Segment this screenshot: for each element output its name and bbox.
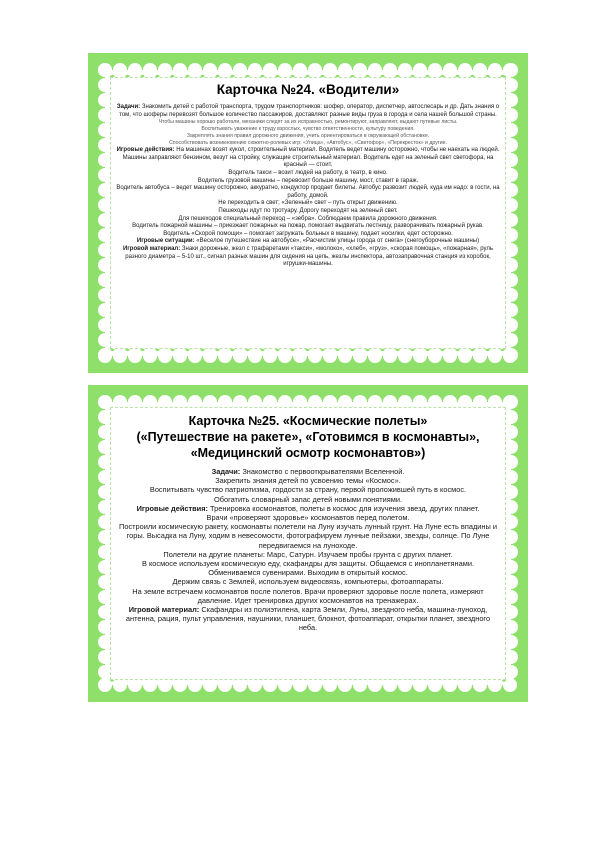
lace-scallop bbox=[323, 349, 337, 363]
lace-scallop bbox=[504, 333, 518, 347]
lace-scallop bbox=[428, 349, 442, 363]
lace-scallop bbox=[504, 410, 518, 424]
lace-scallop bbox=[128, 678, 142, 692]
lace-scallop bbox=[473, 678, 487, 692]
card-25 bbox=[88, 385, 528, 702]
text-line: Водитель автобуса – ведет машину осторожно, аккуратно, кондуктор продает билеты. Автобус развозит людей, куда им надо: в гости, на работу, домой. bbox=[116, 185, 500, 199]
lace-scallop bbox=[308, 63, 322, 77]
lace-scallop bbox=[504, 258, 518, 272]
lace-scallop bbox=[504, 575, 518, 589]
lace-scallop bbox=[488, 678, 502, 692]
lace-scallop bbox=[263, 349, 277, 363]
lace-scallop bbox=[504, 455, 518, 469]
lace-scallop bbox=[504, 108, 518, 122]
lace-scallop bbox=[383, 678, 397, 692]
lace-scallop bbox=[128, 349, 142, 363]
lace-scallop bbox=[203, 349, 217, 363]
lace-scallop bbox=[218, 349, 232, 363]
lace-scallop bbox=[128, 63, 142, 77]
lace-scallop bbox=[473, 349, 487, 363]
lace-scallop bbox=[338, 678, 352, 692]
lace-scallop bbox=[504, 183, 518, 197]
text-line: Держим связь с Землей, используем видеосвязь, компьютеры, фотоаппараты. bbox=[172, 577, 444, 587]
lace-scallop bbox=[98, 63, 112, 77]
lace-scallop bbox=[458, 678, 472, 692]
text-line: Для пешеходов специальный переход – «зебра». Соблюдаем правила дорожного движения. bbox=[178, 215, 438, 222]
lace-scallop bbox=[188, 678, 202, 692]
lace-scallop bbox=[188, 63, 202, 77]
lace-scallop bbox=[143, 678, 157, 692]
lace-scallop bbox=[263, 63, 277, 77]
lace-scallop bbox=[338, 63, 352, 77]
lace-scallop bbox=[504, 198, 518, 212]
lace-scallop bbox=[504, 620, 518, 634]
lace-scallop bbox=[353, 678, 367, 692]
tasks-label: Задачи: bbox=[116, 104, 141, 110]
material-label: Игровой материал: bbox=[128, 605, 200, 615]
tasks-label: Задачи: bbox=[211, 467, 241, 476]
lace-scallop bbox=[248, 349, 262, 363]
lace-scallop bbox=[504, 123, 518, 137]
card-25-title-line: («Путешествие на ракете», «Готовимся в космонавты», bbox=[136, 430, 480, 444]
situations-text: «Веселое путешествие на автобусе», «Расчистим улицы города от снега» (снегоуборочные машины) bbox=[196, 238, 480, 245]
lace-scallop bbox=[113, 349, 127, 363]
lace-scallop bbox=[504, 440, 518, 454]
lace-scallop bbox=[278, 678, 292, 692]
lace-scallop bbox=[248, 678, 262, 692]
card-25-title bbox=[115, 413, 501, 461]
lace-scallop bbox=[504, 63, 518, 77]
lace-scallop bbox=[173, 349, 187, 363]
lace-scallop bbox=[233, 678, 247, 692]
card-25-title-line: «Медицинский осмотр космонавтов») bbox=[190, 446, 426, 460]
lace-scallop bbox=[504, 545, 518, 559]
lace-scallop bbox=[504, 168, 518, 182]
lace-scallop bbox=[504, 590, 518, 604]
card-25-content bbox=[110, 407, 506, 680]
lace-scallop bbox=[113, 63, 127, 77]
small-line: Способствовать возникновению сюжетно-ролевых игр: «Улица», «Автобус», «Светофор», «Перекресток» и другие. bbox=[169, 140, 447, 147]
actions-text: Тренировка космонавтов, полеты в космос для изучения звезд, других планет. bbox=[210, 503, 480, 513]
lace-scallop bbox=[383, 63, 397, 77]
lace-scallop bbox=[504, 348, 518, 362]
lace-scallop bbox=[353, 349, 367, 363]
lace-scallop bbox=[158, 678, 172, 692]
lace-scallop bbox=[113, 678, 127, 692]
small-line: Закреплять знания правил дорожного движения, учить ориентироваться в окружающей обстановке. bbox=[186, 133, 430, 140]
text-line: Закрепить знания детей по усвоению темы «Космос». bbox=[215, 476, 401, 486]
lace-scallop bbox=[443, 678, 457, 692]
text-line: В космосе используем космическую еду, скафандры для защиты. Общаемся с инопланетянами. Обмениваемся сувенирами. Выходим в открытый космос. bbox=[141, 559, 475, 578]
card-25-body bbox=[111, 467, 505, 633]
small-line: Чтобы машины хорошо работали, механики следят за их исправностью, ремонтируют, заправляют, выдают путевые листы. bbox=[158, 119, 458, 126]
lace-scallop bbox=[368, 63, 382, 77]
actions-label: Игровые действия: bbox=[136, 503, 208, 513]
card-24-title: Карточка №24. «Водители» bbox=[216, 82, 400, 97]
lace-scallop bbox=[278, 349, 292, 363]
lace-scallop bbox=[504, 485, 518, 499]
lace-scallop bbox=[308, 678, 322, 692]
lace-scallop bbox=[233, 349, 247, 363]
lace-scallop bbox=[504, 303, 518, 317]
lace-scallop bbox=[504, 665, 518, 679]
lace-scallop bbox=[233, 63, 247, 77]
text-line: На земле встречаем космонавтов после полетов. Врачи проверяют здоровье после полета, измеряют давление. Идет тренировка других космонавтов на тренажерах. bbox=[132, 586, 484, 605]
lace-scallop bbox=[203, 63, 217, 77]
actions-label: Игровые действия: bbox=[116, 147, 175, 154]
lace-scallop bbox=[428, 678, 442, 692]
lace-scallop bbox=[368, 678, 382, 692]
lace-scallop bbox=[278, 63, 292, 77]
lace-scallop bbox=[323, 678, 337, 692]
lace-scallop bbox=[504, 288, 518, 302]
lace-scallop bbox=[428, 63, 442, 77]
text-line: Пешеходы идут по тротуару. Дорогу переходят на зеленый свет. bbox=[218, 207, 398, 214]
lace-scallop bbox=[293, 678, 307, 692]
lace-scallop bbox=[308, 349, 322, 363]
tasks-text: Знакомить детей с работой транспорта, трудом транспортников: шофер, оператор, диспетчер, автослесарь и др. Дать знания о том, что шоферы перевозят большое количество пассажиров, доставляют разные виды груза в города и села нашей большой страны. bbox=[119, 104, 500, 118]
lace-scallop bbox=[504, 243, 518, 257]
lace-scallop bbox=[504, 425, 518, 439]
lace-scallop bbox=[293, 63, 307, 77]
lace-scallop bbox=[398, 349, 412, 363]
text-line: Водитель такси – возит людей на работу, в театр, в кино. bbox=[228, 169, 388, 176]
lace-scallop bbox=[398, 63, 412, 77]
lace-scallop bbox=[248, 63, 262, 77]
lace-scallop bbox=[398, 678, 412, 692]
lace-scallop bbox=[413, 678, 427, 692]
lace-scallop bbox=[413, 63, 427, 77]
material-text: Знаки дорожные, жезл с трафаретами «такси», «молоко», «хлеб», «груз», «скорая помощь», «пожарная», руль разного диаметра – 5-10 шт., сигнал разных машин для сидения на цепь, жезлы инспектора, автозаправочная станция из коробок, игрушки-машины. bbox=[125, 245, 494, 268]
text-line: Врачи «проверяют здоровье» космонавтов перед полетом. bbox=[206, 513, 410, 523]
tasks-text: Знакомство с первооткрывателями Вселенной. bbox=[242, 467, 405, 476]
lace-scallop bbox=[98, 348, 112, 362]
text-line: Водитель «Скорой помощи» – помогает загружать больных в машину, подает носилки, едет осторожно. bbox=[163, 230, 453, 237]
lace-scallop bbox=[473, 63, 487, 77]
lace-scallop bbox=[143, 349, 157, 363]
lace-scallop bbox=[504, 213, 518, 227]
lace-scallop bbox=[368, 349, 382, 363]
small-line: Воспитывать уважение к труду взрослых, чувство ответственности, культуру поведения. bbox=[201, 126, 415, 133]
lace-scallop bbox=[458, 63, 472, 77]
text-line: Воспитывать чувство патриотизма, гордости за страну, первой проложившей путь в космос. bbox=[149, 485, 467, 495]
lace-scallop bbox=[488, 349, 502, 363]
lace-scallop bbox=[338, 349, 352, 363]
lace-scallop bbox=[504, 138, 518, 152]
lace-scallop bbox=[504, 318, 518, 332]
card-24-content bbox=[110, 77, 506, 349]
lace-scallop bbox=[504, 153, 518, 167]
lace-scallop bbox=[203, 678, 217, 692]
lace-scallop bbox=[504, 93, 518, 107]
card-24-body bbox=[111, 104, 505, 269]
lace-scallop bbox=[443, 349, 457, 363]
text-line: Построили космическую ракету, космонавты полетели на Луну изучать лунный грунт. На Луне есть впадины и горы. Высадка на Луну, ходим в невесомости, фотографируем лунные пейзажи, звезды, солнце. По Луне передвигаемся на луноходе. bbox=[119, 522, 497, 550]
lace-scallop bbox=[173, 678, 187, 692]
lace-scallop bbox=[353, 63, 367, 77]
lace-scallop bbox=[443, 63, 457, 77]
lace-scallop bbox=[504, 228, 518, 242]
material-text: Скафандры из полиэтилена, карта Земли, Луны, звездного неба, машина-луноход, антенна, рация, пульт управления, наушники, планшет, блокнот, фотоаппарат, открытки планет, звездного неба. bbox=[125, 605, 491, 633]
lace-scallop bbox=[504, 500, 518, 514]
lace-scallop bbox=[218, 63, 232, 77]
situations-label: Игровые ситуации: bbox=[136, 238, 195, 245]
lace-scallop bbox=[323, 63, 337, 77]
lace-scallop bbox=[218, 678, 232, 692]
lace-scallop bbox=[293, 349, 307, 363]
lace-scallop bbox=[504, 470, 518, 484]
lace-scallop bbox=[504, 650, 518, 664]
material-label: Игровой материал: bbox=[122, 245, 181, 252]
text-line: Водитель пожарной машины – приезжает пожарных на пожар, помогает выдвигать лестницу, разворачивать пожарный рукав. bbox=[132, 223, 484, 230]
lace-scallop bbox=[504, 605, 518, 619]
lace-scallop bbox=[143, 63, 157, 77]
lace-scallop bbox=[504, 273, 518, 287]
card-25-title-line: Карточка №25. «Космические полеты» bbox=[188, 414, 428, 428]
lace-scallop bbox=[488, 63, 502, 77]
lace-scallop bbox=[173, 63, 187, 77]
text-line: Обогатить словарный запас детей новыми понятиями. bbox=[213, 494, 402, 504]
lace-scallop bbox=[504, 395, 518, 409]
lace-scallop bbox=[263, 678, 277, 692]
lace-scallop bbox=[504, 560, 518, 574]
lace-scallop bbox=[158, 349, 172, 363]
lace-scallop bbox=[188, 349, 202, 363]
card-24 bbox=[88, 53, 528, 373]
actions-text: На машинах возят кукол, строительный материал. Водитель ведет машину осторожно, чтобы не наехать на людей. Машины заправляют бензином, везут на стройку, служащие строительный материал. Водитель едет на зеленый свет светофора, на красный — стоит. bbox=[122, 147, 500, 169]
text-line: Полетели на другие планеты: Марс, Сатурн. Изучаем пробы грунта с других планет. bbox=[163, 549, 453, 559]
lace-scallop bbox=[504, 78, 518, 92]
text-line: Не переходить в свет; «Зеленый» свет – путь открыт движению. bbox=[218, 200, 398, 207]
text-line: Водитель грузовой машины – перевозит больше машину, мост, ставит в гараж. bbox=[197, 177, 419, 184]
lace-scallop bbox=[158, 63, 172, 77]
lace-scallop bbox=[383, 349, 397, 363]
lace-scallop bbox=[504, 515, 518, 529]
lace-scallop bbox=[504, 530, 518, 544]
lace-scallop bbox=[413, 349, 427, 363]
lace-scallop bbox=[504, 635, 518, 649]
lace-scallop bbox=[458, 349, 472, 363]
